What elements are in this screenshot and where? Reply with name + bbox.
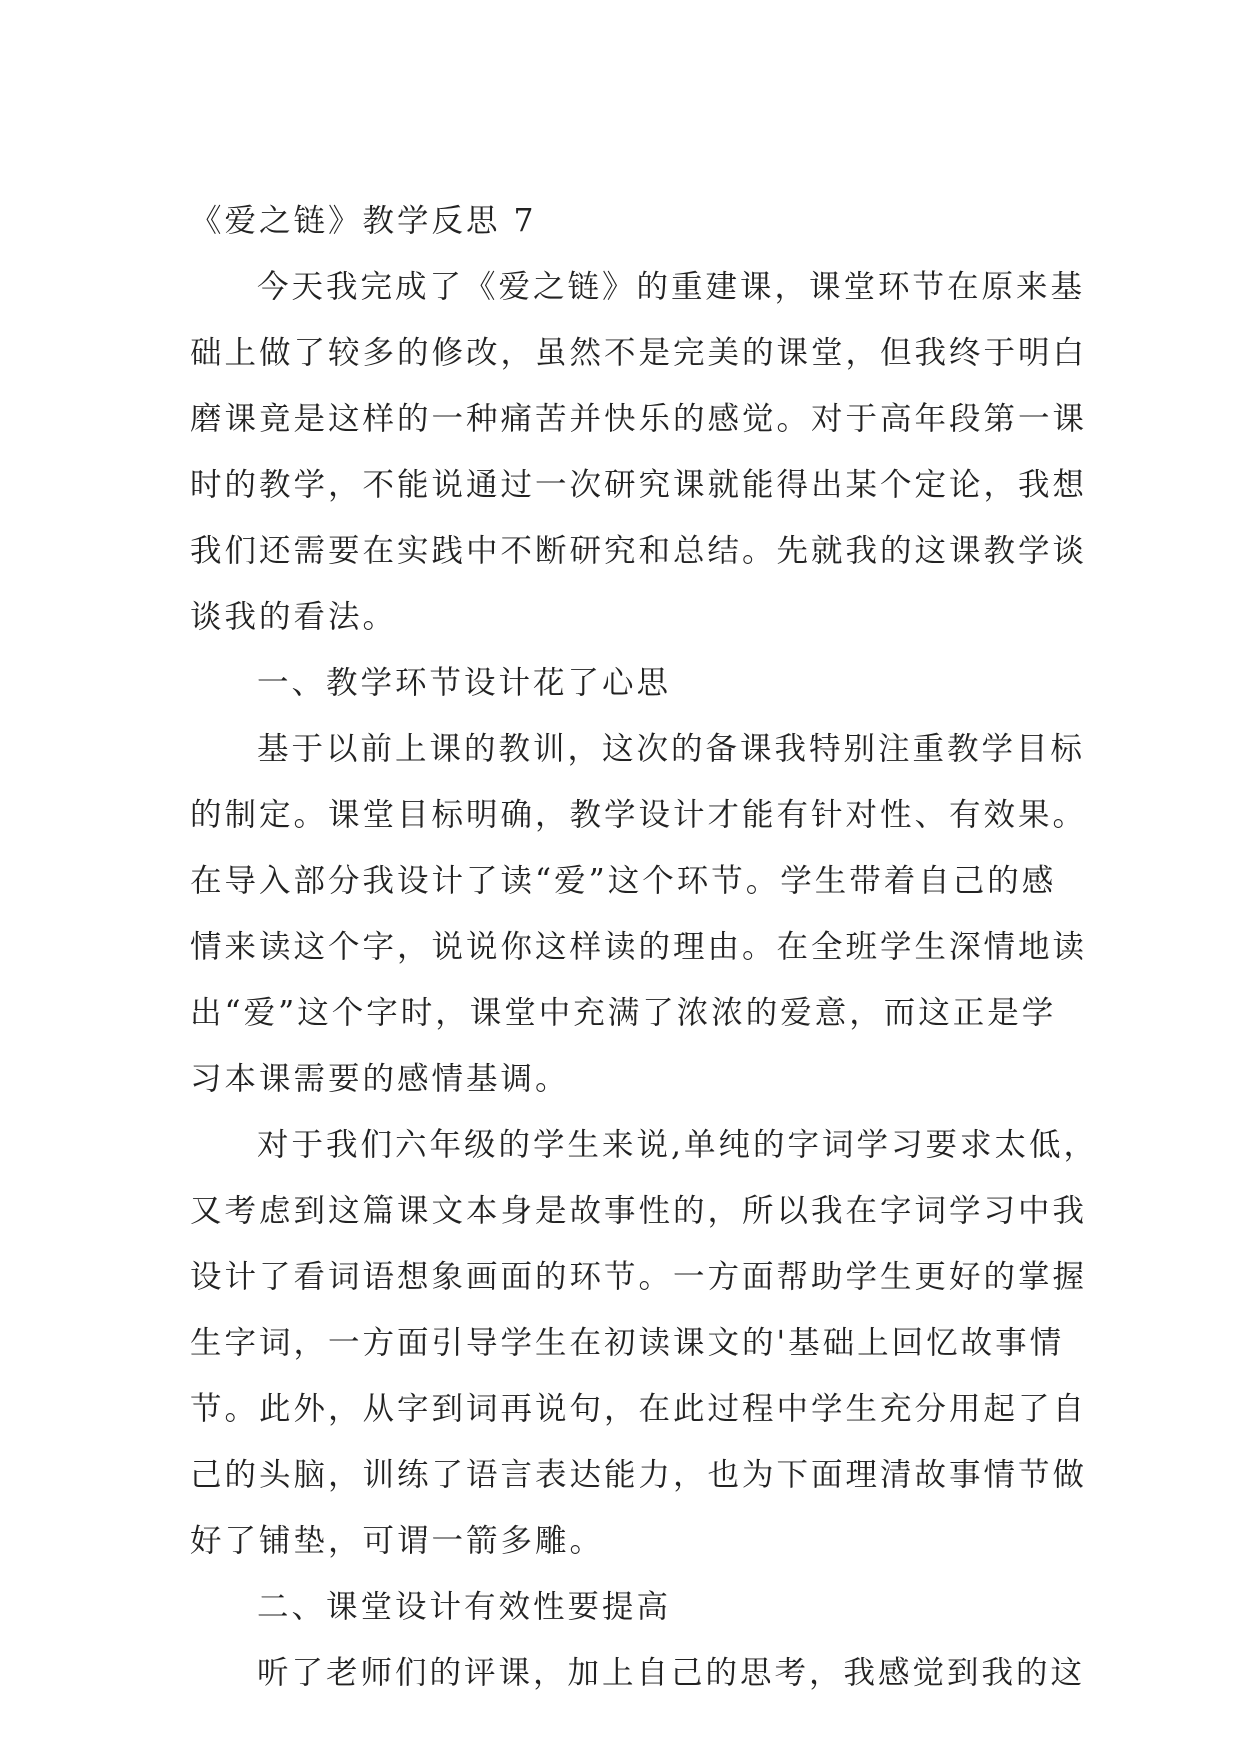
text-line: 础上做了较多的修改，虽然不是完美的课堂，但我终于明白 — [190, 335, 1088, 371]
text-line: 己的头脑，训练了语言表达能力，也为下面理清故事情节做 — [190, 1457, 1088, 1493]
text-line: 我们还需要在实践中不断研究和总结。先就我的这课教学谈 — [190, 533, 1088, 569]
text-line: 磨课竟是这样的一种痛苦并快乐的感觉。对于高年段第一课 — [190, 401, 1088, 437]
text-line: 一、教学环节设计花了心思 — [257, 665, 672, 701]
document-title: 《爱之链》教学反思 7 — [190, 203, 537, 239]
text-line: 好了铺垫，可谓一箭多雕。 — [190, 1523, 605, 1559]
text-line: 的制定。课堂目标明确，教学设计才能有针对性、有效果。 — [190, 797, 1088, 833]
text-line: 时的教学，不能说通过一次研究课就能得出某个定论，我想 — [190, 467, 1088, 503]
text-line: 出“爱”这个字时，课堂中充满了浓浓的爱意，而这正是学 — [190, 995, 1057, 1031]
text-line: 二、课堂设计有效性要提高 — [257, 1589, 672, 1625]
text-line: 听了老师们的评课，加上自己的思考，我感觉到我的这 — [257, 1655, 1086, 1691]
text-line: 对于我们六年级的学生来说,单纯的字词学习要求太低， — [257, 1127, 1099, 1163]
document-body — [190, 188, 1099, 1706]
text-line: 在导入部分我设计了读“爱”这个环节。学生带着自己的感 — [190, 863, 1057, 899]
text-line: 基于以前上课的教训，这次的备课我特别注重教学目标 — [257, 731, 1086, 767]
text-line: 谈我的看法。 — [190, 599, 398, 635]
text-line: 又考虑到这篇课文本身是故事性的，所以我在字词学习中我 — [190, 1193, 1088, 1229]
text-line: 设计了看词语想象画面的环节。一方面帮助学生更好的掌握 — [190, 1259, 1088, 1295]
text-line: 节。此外，从字到词再说句，在此过程中学生充分用起了自 — [190, 1391, 1088, 1427]
text-line: 生字词，一方面引导学生在初读课文的'基础上回忆故事情 — [190, 1325, 1065, 1361]
text-line: 今天我完成了《爱之链》的重建课，课堂环节在原来基 — [257, 269, 1086, 305]
text-line: 习本课需要的感情基调。 — [190, 1061, 570, 1097]
text-line: 情来读这个字，说说你这样读的理由。在全班学生深情地读 — [190, 929, 1088, 965]
